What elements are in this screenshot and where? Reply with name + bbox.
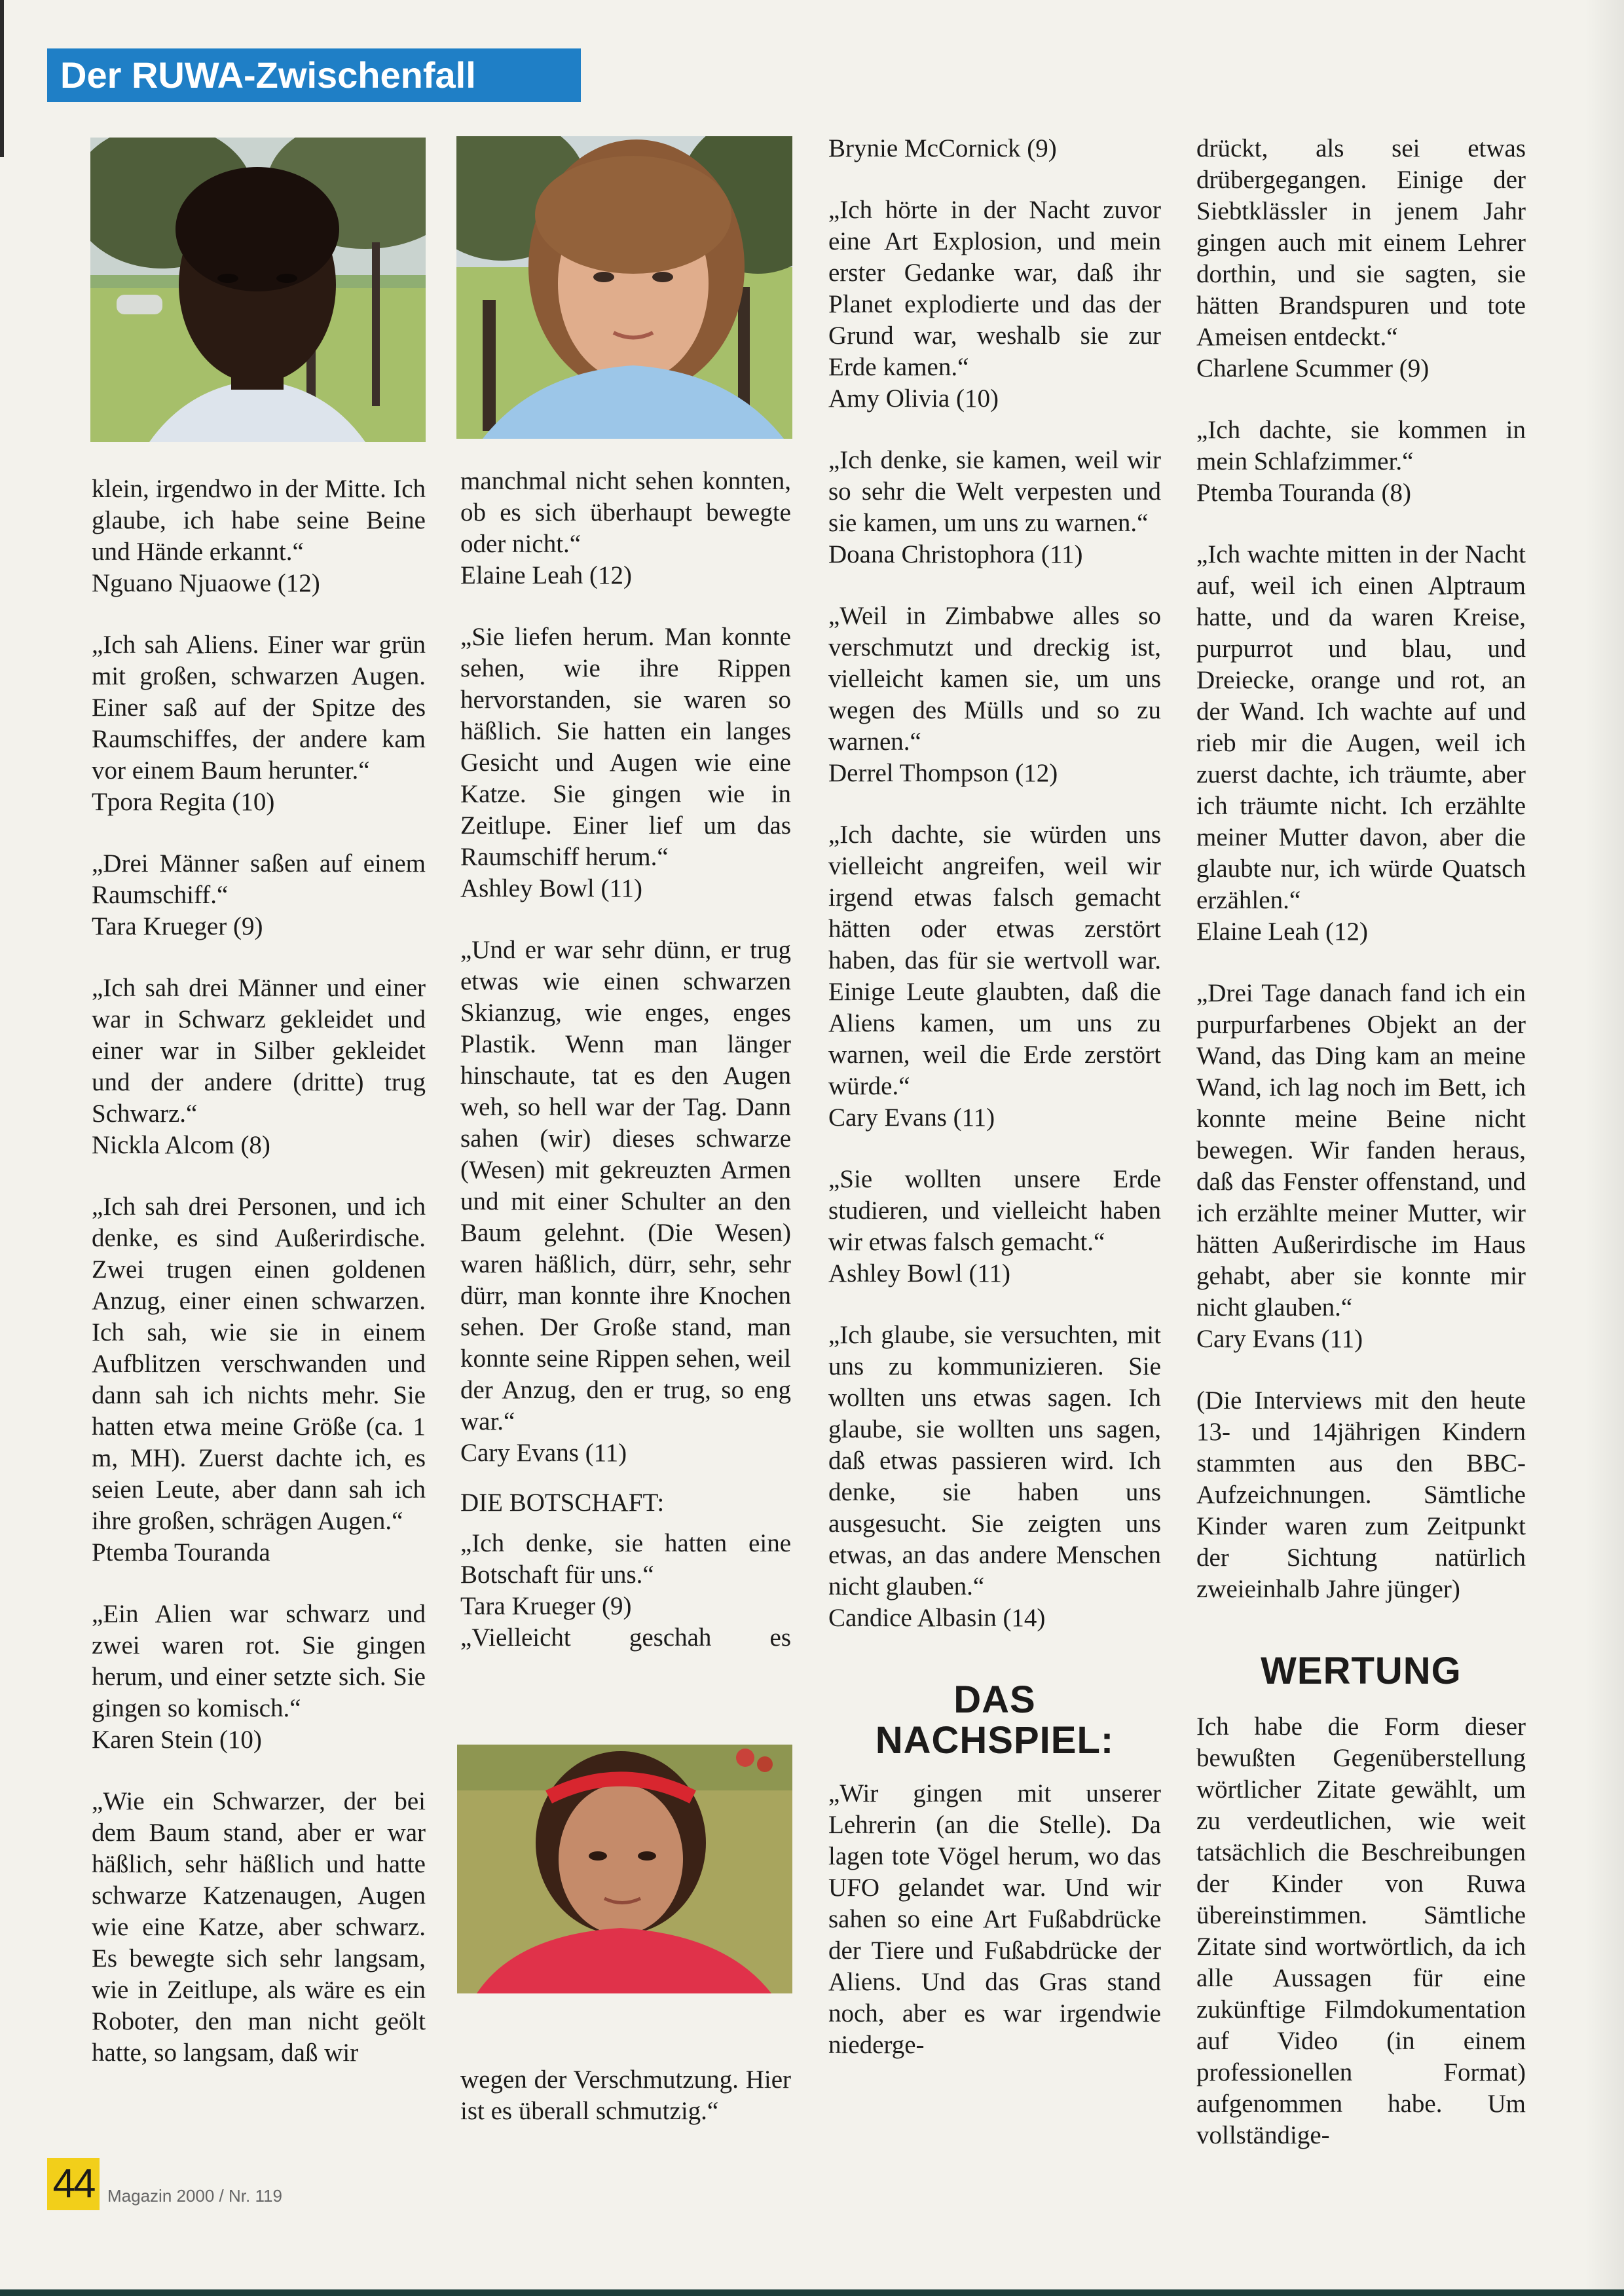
page-edge [0,0,4,157]
photo-girl-blond [456,136,792,439]
quote-block [92,473,426,599]
quote-attribution: Nickla Alcom (8) [92,1131,270,1159]
quote-block [92,1599,426,1756]
quote-attribution: Tara Krueger (9) [92,912,263,940]
quote-block [828,194,1161,415]
publication-info: Magazin 2000 / Nr. 119 [107,2186,282,2206]
quote-block [1196,133,1526,384]
quote-attribution: Elaine Leah (12) [460,561,633,589]
quote-block [1196,978,1526,1355]
quote-text: „Ich wachte mitten in der Nacht auf, weil ich einen Alptraum hatte, und da waren Kreise, purpurrot und blau, und Dreiecke, orange und rot, an der Wand. Ich wachte auf und rieb mir die Augen, weil ich zuerst dachte, ich träumte, aber ich träumte nicht. Ich erzählte meiner Mutter davon, aber die glaubte nur, ich würde Quatsch erzählen.“ [1196,540,1526,914]
quote-text: „Und er war sehr dünn, er trug etwas wie einen schwarzen Skianzug, wie enges, enges Plastik. Wenn man länger hinschaute, tat es den Augen weh, so hell war der Tag. Dann sahen (wir) dieses schwarze (Wesen) mit gekreuzten Armen und mit einer Schulter an den Baum gelehnt. (Die Wesen) waren häßlich, dürr, sehr, sehr dürr, man konnte ihre Knochen sehen. Der Große stand, man konnte seine Rippen sehen, weil der Anzug, den er trug, so eng war.“ [460,936,791,1435]
section-heading-line: NACHSPIEL: [875,1719,1115,1762]
quote-text: „Wie ein Schwarzer, der bei dem Baum stand, aber er war häßlich, sehr häßlich und hatte schwarze Katzenaugen, Augen wie eine Katze, aber schwarz. Es bewegte sich sehr langsam, wie in Zeitlupe, als wäre es ein Roboter, den man nicht geölt hatte, so langsam, daß wir [92,1787,426,2067]
quote-text: „Ein Alien war schwarz und zwei waren rot. Sie gingen herum, und einer setzte sich. Sie gingen so komisch.“ [92,1600,426,1722]
quote-attribution: Elaine Leah (12) [1196,917,1369,946]
section-heading-botschaft: DIE BOTSCHAFT: [460,1489,665,1517]
quote-attribution: Tara Krueger (9) [460,1592,632,1620]
quote-block [828,601,1161,789]
page-footer [47,2158,282,2210]
editor-note [1196,1385,1526,1605]
quote-text: „Ich hörte in der Nacht zuvor eine Art Explosion, und mein erster Gedanke war, daß ihr Planet explodierte und das der Grund war, weshalb sie zur Erde kamen.“ [828,196,1161,381]
quote-text: „Ich denke, sie kamen, weil wir so sehr die Welt verpesten und sie kamen, um uns zu warnen.“ [828,446,1161,537]
quote-text: „Drei Männer saßen auf einem Raumschiff.“ [92,849,426,909]
quote-attribution: Derrel Thompson (12) [828,759,1058,787]
photo-girl-headband [457,1745,792,1993]
quote-text: „Ich glaube, sie versuchten, mit uns zu kommunizieren. Sie wollten uns etwas sagen. Ich glaube, sie wollten uns sagen, daß etwas passieren wird. Ich denke, sie haben uns ausgesucht. Sie zeigten uns etwas, an das andere Menschen nicht glauben.“ [828,1321,1161,1601]
quote-text: drückt, als sei etwas drübergegangen. Einige der Siebtklässler in jenem Jahr gingen auch mit einem Lehrer dorthin, und sie sagten, sie hätten Brandspuren und tote Ameisen entdeckt.“ [1196,134,1526,351]
quote-block [1196,415,1526,509]
quote-block [460,935,791,1469]
quote-text: „Drei Tage danach fand ich ein purpurfarbenes Objekt an der Wand, das Ding kam an meine Wand, ich lag noch im Bett, ich konnte meine Beine nicht bewegen. Wir fanden heraus, daß das Fenster offenstand, und ich erzählte meiner Mutter, wir hätten Außerirdische im Haus gehabt, aber sie konnte mir nicht glauben.“ [1196,979,1526,1322]
quote-attribution: Candice Albasin (14) [828,1604,1046,1632]
quote-block [828,445,1161,570]
quote-text: klein, irgendwo in der Mitte. Ich glaube, ich habe seine Beine und Hände erkannt.“ [92,475,426,566]
quote-attribution: Charlene Scummer (9) [1196,354,1430,382]
article-title: Der RUWA-Zwischenfall [47,48,581,102]
quote-attribution: Ptemba Touranda (8) [1196,479,1411,507]
section-text: „Wir gingen mit unserer Lehrerin (an die Stelle). Da lagen tote Vögel herum, wo das UFO gelandet war. Und wir sahen so eine Art Fußabdrücke der Tiere und Fußabdrücke der Aliens. Und das Gras stand noch, aber es war irgendwie niederge- [828,1779,1161,2059]
quote-block [1196,539,1526,948]
quote-attribution: Ashley Bowl (11) [460,874,643,902]
quote-block [92,1191,426,1568]
message-section [460,1487,791,1519]
page-shadow [1585,0,1624,2296]
quote-text: „Ich denke, sie hatten eine Botschaft für uns.“ [460,1529,791,1589]
quote-text: „Ich sah drei Männer und einer war in Schwarz gekleidet und einer war in Silber gekleidet und der andere (dritte) trug Schwarz.“ [92,974,426,1128]
quote-attribution: Cary Evans (11) [460,1439,627,1467]
quote-block [828,819,1161,1134]
column-3 [828,133,1161,2061]
quote-text: „Ich sah Aliens. Einer war grün mit großen, schwarzen Augen. Einer saß auf der Spitze des Raumschiffes, der andere kam vor einem Baum herunter.“ [92,631,426,785]
quote-attribution: Ashley Bowl (11) [828,1259,1011,1287]
quote-attribution: Amy Olivia (10) [828,384,999,413]
quote-attribution: Cary Evans (11) [1196,1325,1363,1353]
quote-block [828,1164,1161,1289]
section-heading-wertung: WERTUNG [1261,1650,1462,1692]
note-text: (Die Interviews mit den heute 13- und 14jährigen Kindern stammten aus den BBC-Aufzeichnungen. Sämtliche Kinder waren zum Zeitpunkt der Sichtung natürlich zweieinhalb Jahre jünger) [1196,1386,1526,1603]
bottom-border [0,2289,1624,2296]
quote-attribution: Doana Christophora (11) [828,540,1083,568]
quote-block [828,1320,1161,1634]
quote-attribution: Nguano Njuaowe (12) [92,569,320,597]
quote-block [92,972,426,1161]
column-1 [92,473,426,2069]
quote-continued: „Vielleicht geschah es [460,1623,791,1652]
column-2 [460,466,791,1654]
quote-attribution: Karen Stein (10) [92,1726,262,1754]
quote-block [92,1786,426,2069]
quote-text: wegen der Verschmutzung. Hier ist es überall schmutzig.“ [460,2065,791,2125]
section-text: Ich habe die Form dieser bewußten Gegenüberstellung wörtlicher Zitate gewählt, um zu verdeutlichen, wie weit tatsächlich die Beschreibungen der Kinder von Ruwa übereinstimmen. Sämtliche Zitate sind wortwörtlich, da ich alle Aussagen für eine zukünftige Filmdokumentation auf Video (in einem professionellen Format) aufgenommen habe. Um vollständige- [1196,1713,1526,2149]
section-heading-nachspiel [828,1680,1161,1761]
column-2-bottom [460,2064,791,2127]
page-number: 44 [47,2158,100,2210]
quote-text: „Sie wollten unsere Erde studieren, und vielleicht haben wir etwas falsch gemacht.“ [828,1165,1161,1256]
photo-boy [90,138,426,442]
quote-attribution: Ptemba Touranda [92,1538,270,1566]
column-4 [1196,133,1526,2151]
quote-attribution: Brynie McCornick (9) [828,134,1057,162]
quote-block [460,1528,791,1654]
quote-text: „Ich sah drei Personen, und ich denke, es sind Außerirdische. Zwei trugen einen goldenen Anzug, einer einen schwarzen. Ich sah, wie sie in einem Aufblitzen verschwanden und dann sah ich nichts mehr. Sie hatten etwa meine Größe (ca. 1 m, MH). Zuerst dachte ich, es seien Leute, aber dann sah ich ihre großen, schrägen Augen.“ [92,1193,426,1535]
quote-text: „Ich dachte, sie würden uns vielleicht angreifen, weil wir irgend etwas falsch gemacht hätten oder etwas zerstört haben, das für sie wertvoll war. Einige Leute glaubten, daß die Aliens kamen, um uns zu warnen, weil die Erde zerstört würde.“ [828,821,1161,1100]
quote-block [828,133,1161,164]
quote-text: „Weil in Zimbabwe alles so verschmutzt und dreckig ist, vielleicht kamen sie, um uns wegen des Mülls und so zu warnen.“ [828,602,1161,756]
quote-attribution: Tpora Regita (10) [92,788,275,816]
section-heading-line: DAS [953,1678,1036,1721]
quote-text: „Ich dachte, sie kommen in mein Schlafzimmer.“ [1196,416,1526,475]
quote-block [92,848,426,942]
quote-block [92,629,426,818]
quote-attribution: Cary Evans (11) [828,1103,995,1132]
quote-text: manchmal nicht sehen konnten, ob es sich überhaupt bewegte oder nicht.“ [460,467,791,558]
quote-text: „Sie liefen herum. Man konnte sehen, wie ihre Rippen hervorstanden, sie waren so häßlich. Sie hatten ein langes Gesicht und Augen wie eine Katze. Sie gingen wie in Zeitlupe. Einer lief um das Raumschiff herum.“ [460,623,791,871]
quote-block [460,466,791,591]
quote-block [460,621,791,904]
